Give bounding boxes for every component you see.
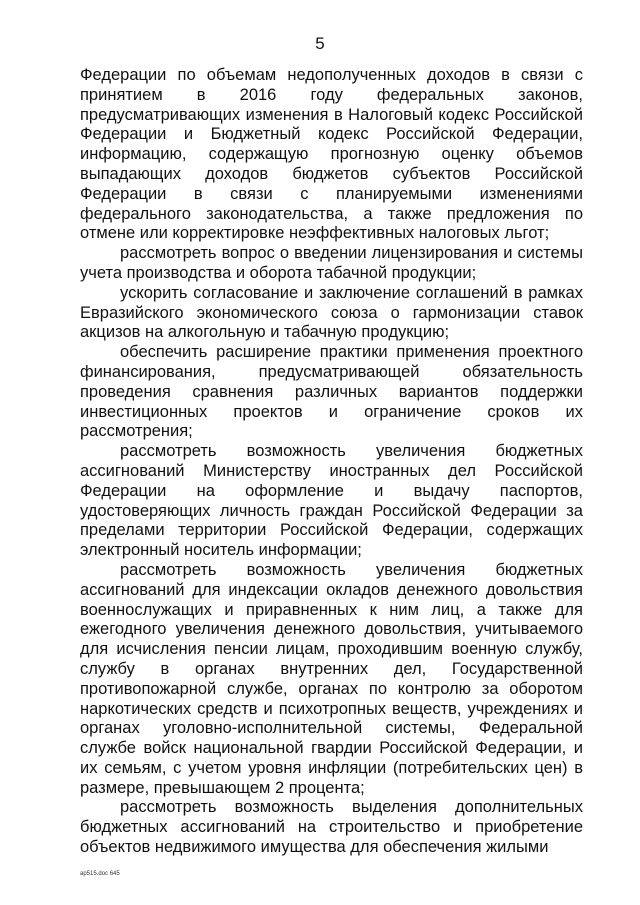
paragraph: обеспечить расширение практики применения проектного финансирования, предусматривающей обязательность проведения сравнения различных вариантов поддержки инвестиционных проектов и ограничение сроков их рассмотрения; [80, 343, 583, 441]
paragraph: рассмотреть возможность увеличения бюджетных ассигнований Министерству иностранных дел Российской Федерации на оформление и выдачу паспортов, удостоверяющих личность граждан Российской Федерации за пределами территории Российской Федерации, содержащих электронный носитель информации; [80, 442, 583, 560]
footer-filename: ap515.doc 645 [80, 871, 120, 877]
paragraph: рассмотреть возможность увеличения бюджетных ассигнований для индексации окладов денежного довольствия военнослужащих и приравненных к ним лиц, а также для ежегодного увеличения денежного довольствия, учитываемого для исчисления пенсии лицам, проходившим военную службу, службу в органах внутренних дел, Государственной противопожарной службе, органах по контролю за оборотом наркотических средств и психотропных веществ, учреждениях и органах уголовно-исполнительной системы, Федеральной службе войск национальной гвардии Российской Федерации, и их семьям, с учетом уровня инфляции (потребительских цен) в размере, превышающем 2 процента; [80, 560, 583, 797]
paragraph: ускорить согласование и заключение соглашений в рамках Евразийского экономического союза о гармонизации ставок акцизов на алкогольную и табачную продукцию; [80, 283, 583, 342]
paragraph: рассмотреть вопрос о введении лицензирования и системы учета производства и оборота табачной продукции; [80, 244, 583, 282]
page-number: 5 [315, 34, 325, 53]
paragraph: рассмотреть возможность выделения дополнительных бюджетных ассигнований на строительство и приобретение объектов недвижимого имущества для обеспечения жилыми [80, 798, 583, 857]
document-body [80, 66, 583, 858]
paragraph: Федерации по объемам недополученных доходов в связи с принятием в 2016 году федеральных законов, предусматривающих изменения в Налоговый кодекс Российской Федерации и Бюджетный кодекс Российской Федерации, информацию, содержащую прогнозную оценку объемов выпадающих доходов бюджетов субъектов Российской Федерации в связи с планируемыми изменениями федерального законодательства, а также предложения по отмене или корректировке неэффективных налоговых льгот; [80, 66, 583, 243]
